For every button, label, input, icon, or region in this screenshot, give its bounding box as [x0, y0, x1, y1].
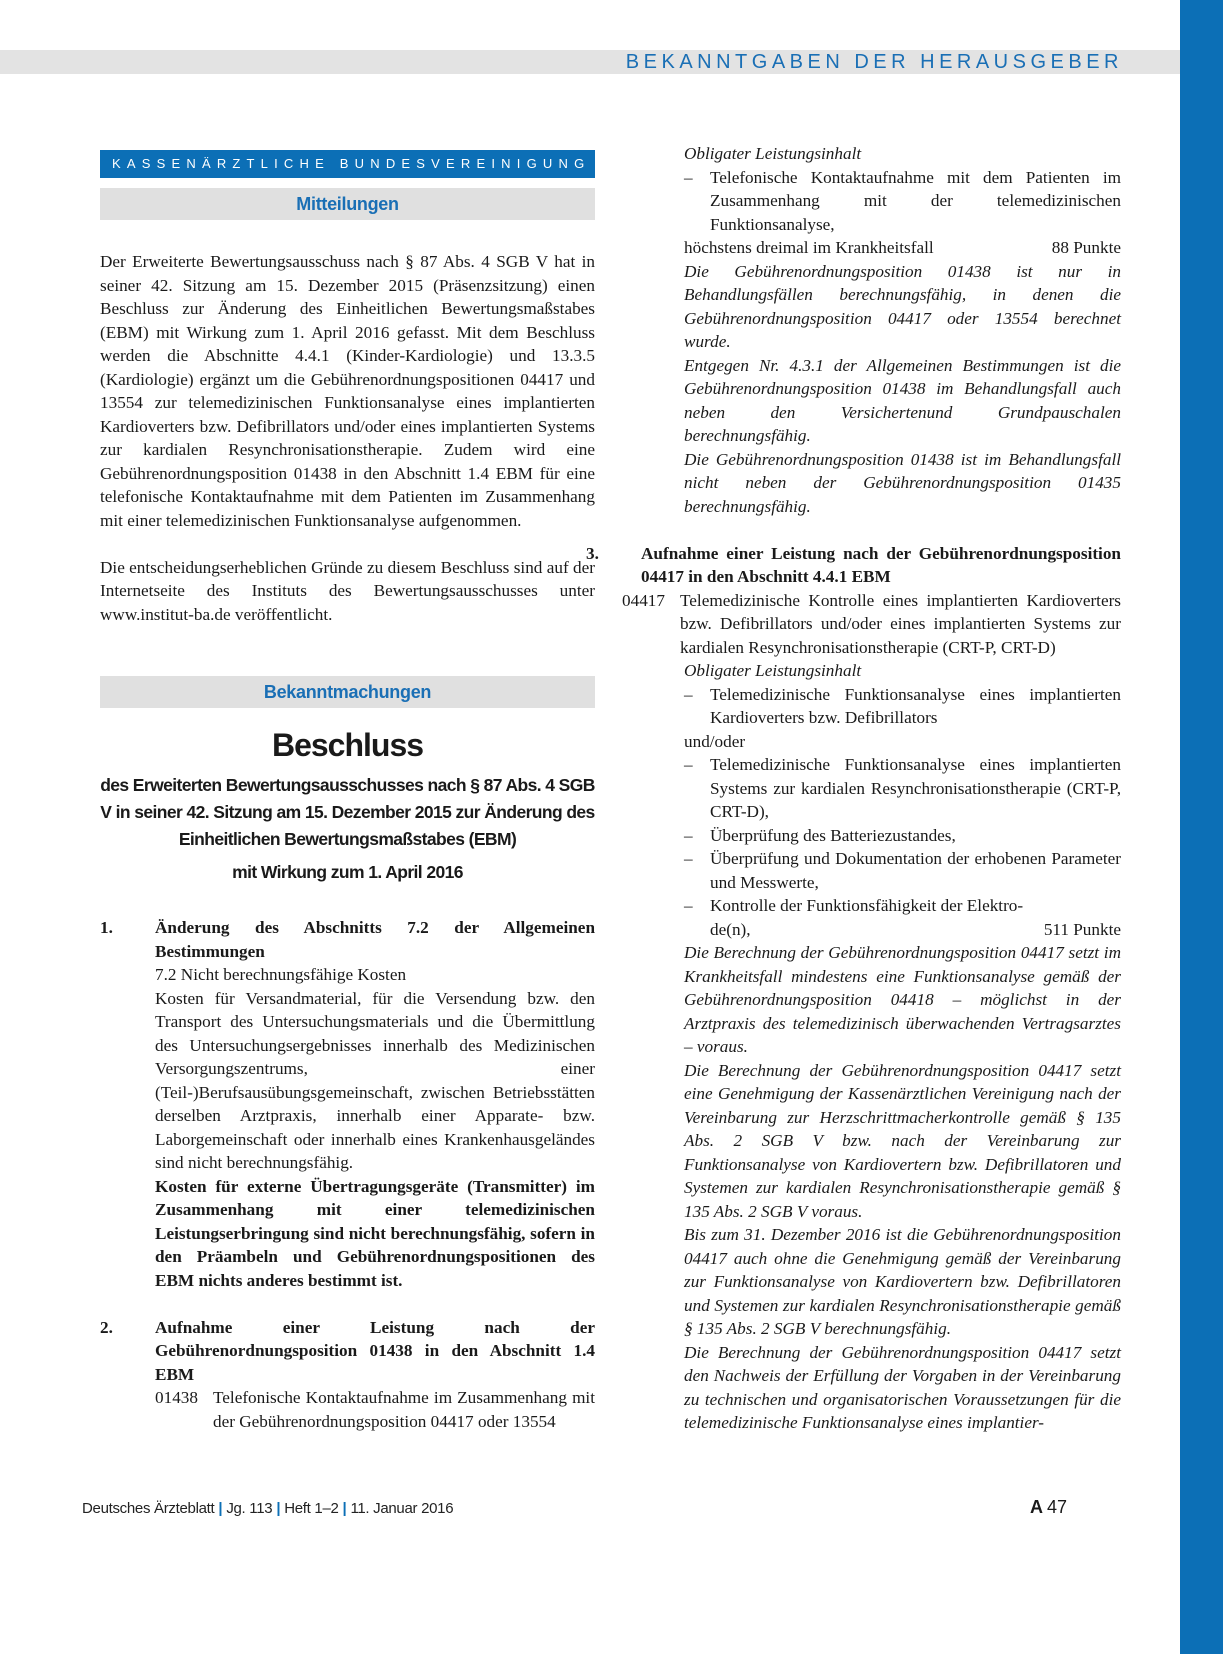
section-bold-text: Kosten für externe Übertragungsgeräte (Transmitter) im Zusammenhang mit einer telemedizinischen Leistungserbringung sind nicht berechnungsfähig, sofern in den Präambeln und Gebührenordnungspositionen des EBM nichts anderes bestimmt ist. [155, 1176, 595, 1290]
gop-text: Telemedizinische Kontrolle eines implantierten Kardioverters bzw. Defibrillators und/oder eines implantierten Systems zur kardialen Resynchronisationstherapie (CRT-P, CRT-D) [680, 590, 1121, 657]
section-title: BEKANNTGABEN DER HERAUSGEBER [625, 51, 1123, 73]
section-number: 1. [100, 918, 113, 937]
section-title: Änderung des Abschnitts 7.2 der Allgemeinen Bestimmungen [155, 918, 595, 961]
bekanntmachungen-heading: Bekanntmachungen [100, 676, 595, 708]
beschluss-date: mit Wirkung zum 1. April 2016 [232, 861, 463, 882]
kbv-label: KASSENÄRZTLICHE BUNDESVEREINIGUNG [100, 150, 595, 178]
beschluss-subtitle: des Erweiterten Bewertungsausschusses nach § 87 Abs. 4 SGB V in seiner 42. Sitzung am 15. Dezember 2015 zur Änderung des Einheitlichen Bewertungsmaßstabes (EBM) [100, 774, 595, 849]
frequency-row: höchstens dreimal im Krankheitsfall 88 Punkte [684, 236, 1121, 260]
section-2 [100, 1316, 595, 1434]
subheading: 7.2 Nicht berechnungsfähige Kosten [155, 965, 407, 984]
volume: Jg. 113 [226, 1500, 273, 1517]
section-title: Aufnahme einer Leistung nach der Gebührenordnungsposition 01438 in den Abschnitt 1.4 EBM [155, 1317, 595, 1384]
section-3 [586, 542, 1121, 589]
page-number: A 47 [1030, 1497, 1068, 1517]
gop-entry [622, 589, 1121, 660]
note: Bis zum 31. Dezember 2016 ist die Gebührenordnungsposition 04417 auch ohne die Genehmigung gemäß der Vereinbarung zur Funktionsanalyse von Kardiovertern bzw. Defibrillatoren und Systemen zur kardialen Resynchronisationstherapie gemäß § 135 Abs. 2 SGB V berechnungsfähig. [684, 1225, 1121, 1338]
gop-text: Telefonische Kontaktaufnahme im Zusammenhang mit der Gebührenordnungsposition 04417 oder 13554 [213, 1388, 595, 1431]
gop-number: 04417 [622, 590, 665, 610]
list-item: – Telemedizinische Funktionsanalyse eines implantierten Kardioverters bzw. Defibrillators [684, 684, 1121, 727]
note: Entgegen Nr. 4.3.1 der Allgemeinen Bestimmungen ist die Gebührenordnungsposition 01438 im Behandlungsfall auch neben den Versichertenund Grundpauschalen berechnungsfähig. [684, 355, 1121, 445]
right-column [586, 142, 1121, 1435]
obligater-label: Obligater Leistungsinhalt [684, 144, 862, 163]
mitteilungen-heading: Mitteilungen [100, 188, 595, 220]
note: Die Berechnung der Gebührenordnungsposition 04417 setzt eine Genehmigung der Kassenärztlichen Vereinigung nach der Vereinbarung zur Herzschrittmacherkontrolle gemäß § 135 Abs. 2 SGB V bzw. nach der Vereinbarung zur Funktionsanalyse von Kardiovertern bzw. Defibrillatoren und Systemen zur kardialen Resynchronisationstherapie gemäß § 135 Abs. 2 SGB V voraus. [684, 1060, 1121, 1221]
issue-date: 11. Januar 2016 [350, 1500, 454, 1517]
obligater-label: Obligater Leistungsinhalt [684, 661, 862, 680]
gop-entry [155, 1386, 595, 1433]
note: Die Berechnung der Gebührenordnungsposition 04417 setzt den Nachweis der Erfüllung der Vorgaben in der Vereinbarung zu technischen und organisatorischen Voraussetzungen für die telemedizinische Funktionsanalyse eines implantier- [684, 1342, 1121, 1432]
beschluss-title: Beschluss [271, 727, 424, 763]
journal-name: Deutsches Ärzteblatt [82, 1500, 215, 1517]
list-item: – Kontrolle der Funktionsfähigkeit der Elektro- de(n), 511 Punkte [684, 894, 1121, 941]
note: Die Gebührenordnungsposition 01438 ist nur in Behandlungsfällen berechnungsfähig, in denen die Gebührenordnungsposition 04417 oder 13554 berechnet wurde. [684, 261, 1121, 351]
section-number: 3. [586, 543, 599, 563]
list-item: – Überprüfung des Batteriezustandes, [684, 825, 956, 845]
points-01438: 88 Punkte [1051, 238, 1121, 257]
section-number: 2. [100, 1317, 113, 1337]
side-color-bar [1180, 0, 1223, 1654]
reasons-paragraph: Die entscheidungserheblichen Gründe zu diesem Beschluss sind auf der Internetseite des Instituts des Bewertungsausschusses unter www.institut-ba.de veröffentlicht. [100, 557, 595, 624]
list-item: – Überprüfung und Dokumentation der erhobenen Parameter und Messwerte, [684, 849, 1121, 892]
left-column [100, 150, 595, 1433]
and-or-label: und/oder [684, 731, 746, 751]
list-item: – Telefonische Kontaktaufnahme mit dem Patienten im Zusammenhang mit der telemedizinischen Funktionsanalyse, [684, 167, 1121, 234]
issue: Heft 1–2 [284, 1500, 339, 1517]
section-1 [100, 916, 595, 1292]
note: Die Berechnung der Gebührenordnungsposition 04417 setzt im Krankheitsfall mindestens eine Funktionsanalyse gemäß der Gebührenordnungsposition 04418 – möglichst in der Arztpraxis des telemedizinisch überwachenden Vertragsarztes – voraus. [684, 943, 1121, 1056]
list-item: – Telemedizinische Funktionsanalyse eines implantierten Systems zur kardialen Resynchronisationstherapie (CRT-P, CRT-D), [684, 755, 1121, 821]
page-footer: Deutsches Ärzteblatt | Jg. 113 | Heft 1–2 | 11. Januar 2016 [82, 1500, 454, 1517]
section-title: Aufnahme einer Leistung nach der Gebührenordnungsposition 04417 in den Abschnitt 4.4.1 EBM [641, 543, 1121, 586]
gop-number: 01438 [155, 1388, 198, 1407]
note: Die Gebührenordnungsposition 01438 ist im Behandlungsfall nicht neben der Gebührenordnungsposition 01435 berechnungsfähig. [684, 449, 1121, 516]
section-text: Kosten für Versandmaterial, für die Versendung bzw. den Transport des Untersuchungsmaterials und die Übermittlung des Untersuchungsergebnisses innerhalb des Medizinischen Versorgungszentrums, einer (Teil-)Berufsausübungsgemeinschaft, zwischen Betriebsstätten derselben Arztpraxis, innerhalb einer Apparate- bzw. Laborgemeinschaft oder innerhalb eines Krankenhausgeländes sind nicht berechnungsfähig. [155, 988, 595, 1172]
points-04417: 511 Punkte [1043, 919, 1121, 939]
intro-paragraph: Der Erweiterte Bewertungsausschuss nach § 87 Abs. 4 SGB V hat in seiner 42. Sitzung am 15. Dezember 2015 (Präsenzsitzung) einen Beschluss zur Änderung des Einheitlichen Bewertungsmaßstabes (EBM) mit Wirkung zum 1. April 2016 gefasst. Mit dem Beschluss werden die Abschnitte 4.4.1 (Kinder-Kardiologie) und 13.3.5 (Kardiologie) ergänzt um die Gebührenordnungspositionen 04417 und 13554 zur telemedizinischen Funktionsanalyse eines implantierten Kardioverters bzw. Defibrillators und/oder eines implantierten Systems zur kardialen Resynchronisationstherapie. Zudem wird eine Gebührenordnungsposition 01438 in den Abschnitt 1.4 EBM für eine telefonische Kontaktaufnahme mit dem Patienten im Zusammenhang mit einer telemedizinischen Funktionsanalyse aufgenommen. [100, 252, 595, 530]
